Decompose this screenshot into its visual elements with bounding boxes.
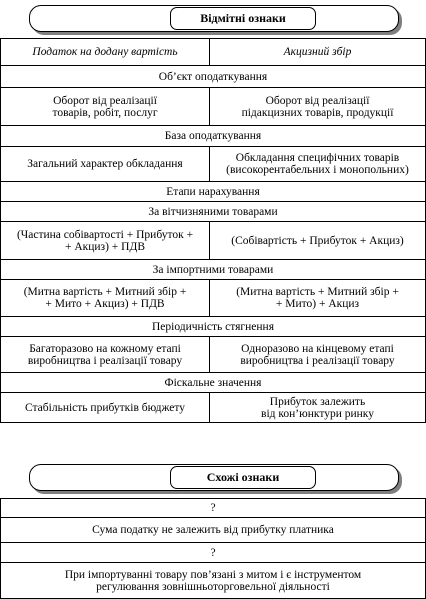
similar-row: ? (1, 543, 425, 563)
section-heading: База оподаткування (1, 126, 425, 147)
section-row (1, 337, 425, 373)
section-subheading: За вітчизняними товарами (1, 202, 425, 222)
cell-right: Прибуток залежить від кон’юнктури ринку (261, 395, 374, 420)
section-heading: Етапи нарахування (1, 182, 425, 202)
cell-right: (Митна вартість + Митний збір + + Мито) + Акциз (236, 286, 399, 310)
similar-row: При імпортуванні товару пов’язані з митом і є інструментом регулювання зовнішньоторговельної діяльності (64, 568, 362, 593)
section-row (1, 222, 425, 260)
distinct-header-frame (29, 5, 399, 32)
section-row (1, 147, 425, 182)
cell-left: (Митна вартість + Митний збір + + Мито + Акциз) + ПДВ (1, 280, 210, 316)
distinct-table (0, 38, 426, 423)
section-heading: Періодичність стягнення (1, 317, 425, 337)
cell-left: Загальний характер обкладання (1, 147, 210, 181)
similar-title: Схожі ознаки (170, 466, 316, 489)
distinct-title: Відмітні ознаки (170, 7, 316, 30)
cell-left: Багаторазово на кожному етапі виробництва і реалізації товару (1, 337, 210, 372)
similar-row: ? (1, 499, 425, 518)
cell-right: Оборот від реалізації підакцизних товарів, продукції (241, 94, 394, 119)
cell-right: (Собівартість + Прибуток + Акциз) (231, 234, 404, 247)
section-subheading: За імпортними товарами (1, 260, 425, 280)
column-headers (1, 39, 425, 66)
section-heading: Об’єкт оподаткування (1, 66, 425, 88)
col-left-header: Податок на додану вартість (1, 39, 210, 65)
cell-left: (Частина собівартості + Прибуток + + Акциз) + ПДВ (1, 222, 210, 259)
cell-left: Оборот від реалізації товарів, робіт, послуг (1, 88, 210, 125)
section-row (1, 280, 425, 317)
similar-row: Сума податку не залежить від прибутку платника (1, 518, 425, 543)
cell-left: Стабільність прибутків бюджету (1, 393, 210, 422)
section-row (1, 88, 425, 126)
section-row (1, 393, 425, 422)
col-right-header: Акцизний збір (283, 46, 352, 58)
cell-right: Одноразово на кінцевому етапі виробництва і реалізації товару (240, 342, 395, 367)
similar-table (0, 498, 426, 599)
cell-right: Обкладання специфічних товарів (високорентабельних і монопольних) (226, 152, 409, 176)
section-heading: Фіскальне значення (1, 373, 425, 393)
similar-header-frame (29, 464, 399, 491)
